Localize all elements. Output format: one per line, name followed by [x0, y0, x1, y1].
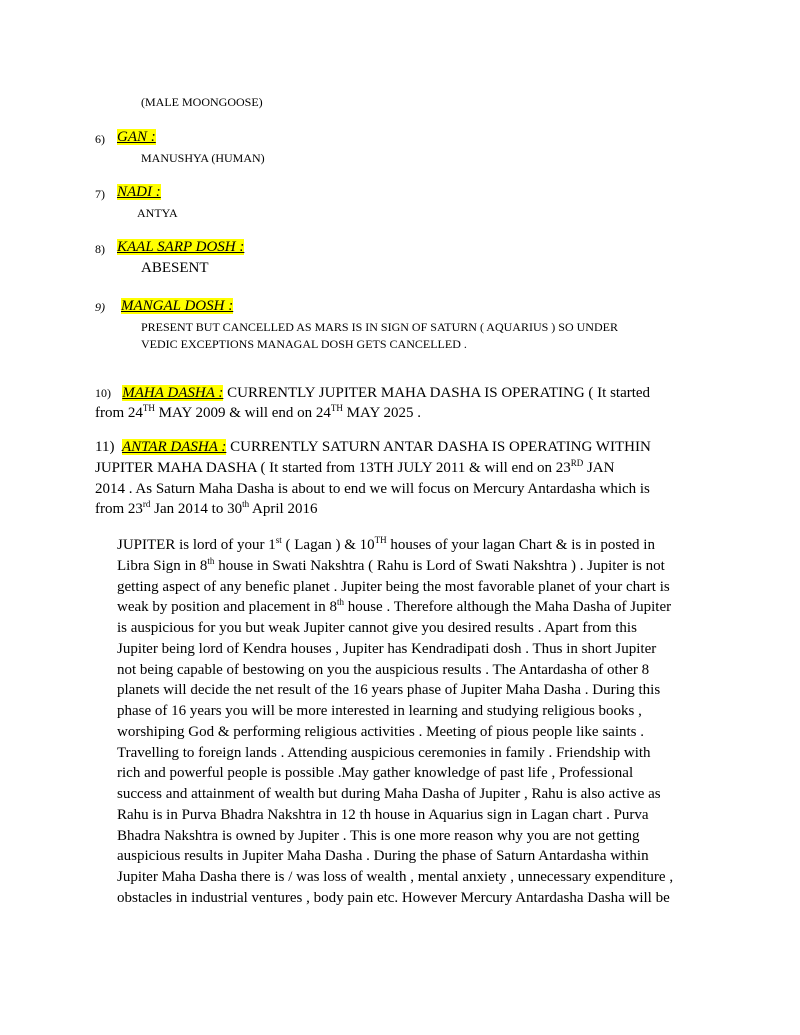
paragraph-line: Jupiter being lord of Kendra houses , Jupiter has Kendradipati dosh . Thus in short Jupiter — [117, 640, 657, 657]
maha-dasha-line-1: 10) MAHA DASHA : CURRENTLY JUPITER MAHA DASHA IS OPERATING ( It started — [95, 385, 651, 401]
antar-dasha-line-2: JUPITER MAHA DASHA ( It started from 13TH JULY 2011 & will end on 23RD JAN — [95, 458, 615, 476]
paragraph-line: planets will decide the net result of the 16 years phase of Jupiter Maha Dasha . During this — [117, 682, 661, 699]
paragraph-line: getting aspect of any benefic planet . Jupiter being the most favorable planet of your chart is — [117, 578, 670, 595]
paragraph-line: Travelling to foreign lands . Attending auspicious ceremonies in family . Friendship with — [117, 744, 651, 761]
paragraph-line: Bhadra Nakshtra is owned by Jupiter . This is one more reason why you are not getting — [117, 827, 640, 844]
antar-dasha-label: ANTAR DASHA : — [121, 439, 227, 455]
paragraph-line: Rahu is in Purva Bhadra Nakshtra in 12 th house in Aquarius sign in Lagan chart . Purva — [117, 806, 649, 823]
kaal-sarp-value: ABESENT — [141, 260, 209, 276]
antar-dasha-line-1: 11) ANTAR DASHA : CURRENTLY SATURN ANTAR DASHA IS OPERATING WITHIN — [95, 439, 651, 455]
paragraph-line: JUPITER is lord of your 1st ( Lagan ) & 10TH houses of your lagan Chart & is in posted in — [117, 535, 655, 553]
paragraph-line: worshiping God & performing religious activities . Meeting of pious people like saints . — [117, 723, 644, 740]
paragraph-line: is auspicious for you but weak Jupiter cannot give you desired results . Apart from this — [117, 620, 637, 636]
paragraph-line: Libra Sign in 8th house in Swati Nakshtra ( Rahu is Lord of Swati Nakshtra ) . Jupiter is not — [117, 555, 665, 574]
antar-dasha-line-4: from 23rd Jan 2014 to 30th April 2016 — [95, 499, 318, 517]
item-number-10: 10) — [95, 386, 111, 400]
paragraph-line: success and attainment of wealth but during Maha Dasha of Jupiter , Rahu is also active as — [117, 786, 661, 802]
nadi-value: ANTYA — [137, 206, 178, 220]
item-number-8: 8) — [95, 242, 105, 256]
item-number-9: 9) — [95, 300, 105, 314]
mangal-line-2: VEDIC EXCEPTIONS MANAGAL DOSH GETS CANCELLED . — [141, 337, 467, 351]
paragraph-line: obstacles in industrial ventures , body pain etc. However Mercury Antardasha Dasha will be — [117, 889, 670, 906]
paragraph-line: rich and powerful people is possible .May gather knowledge of past life , Professional — [117, 765, 634, 782]
antar-dasha-line-3: 2014 . As Saturn Maha Dasha is about to end we will focus on Mercury Antardasha which is — [95, 481, 650, 497]
mangal-line-1: PRESENT BUT CANCELLED AS MARS IS IN SIGN OF SATURN ( AQUARIUS ) SO UNDER — [141, 320, 618, 334]
paragraph-line: Jupiter Maha Dasha there is / was loss of wealth , mental anxiety , unnecessary expenditure , — [117, 869, 674, 885]
male-moongoose-text: (MALE MOONGOOSE) — [141, 95, 263, 109]
paragraph-line: phase of 16 years you will be more interested in learning and studying religious books , — [117, 703, 642, 719]
mangal-label: MANGAL DOSH : — [121, 298, 234, 314]
item-number-7: 7) — [95, 187, 105, 201]
paragraph-line: weak by position and placement in 8th house . Therefore although the Maha Dasha of Jupiter — [117, 597, 672, 616]
item-number-11: 11) — [95, 439, 115, 455]
kaal-sarp-label: KAAL SARP DOSH : — [117, 239, 245, 255]
maha-dasha-line-2: from 24TH MAY 2009 & will end on 24TH MAY 2025 . — [95, 403, 421, 421]
nadi-label: NADI : — [117, 184, 161, 200]
jupiter-paragraph — [117, 535, 717, 909]
maha-dasha-label: MAHA DASHA : — [122, 385, 224, 401]
paragraph-line: auspicious results in Jupiter Maha Dasha . During the phase of Saturn Antardasha within — [117, 848, 649, 865]
gan-value: MANUSHYA (HUMAN) — [141, 151, 265, 165]
gan-label: GAN : — [117, 129, 156, 145]
item-number-6: 6) — [95, 132, 105, 146]
paragraph-line: not being capable of bestowing on you the auspicious results . The Antardasha of other 8 — [117, 661, 650, 678]
